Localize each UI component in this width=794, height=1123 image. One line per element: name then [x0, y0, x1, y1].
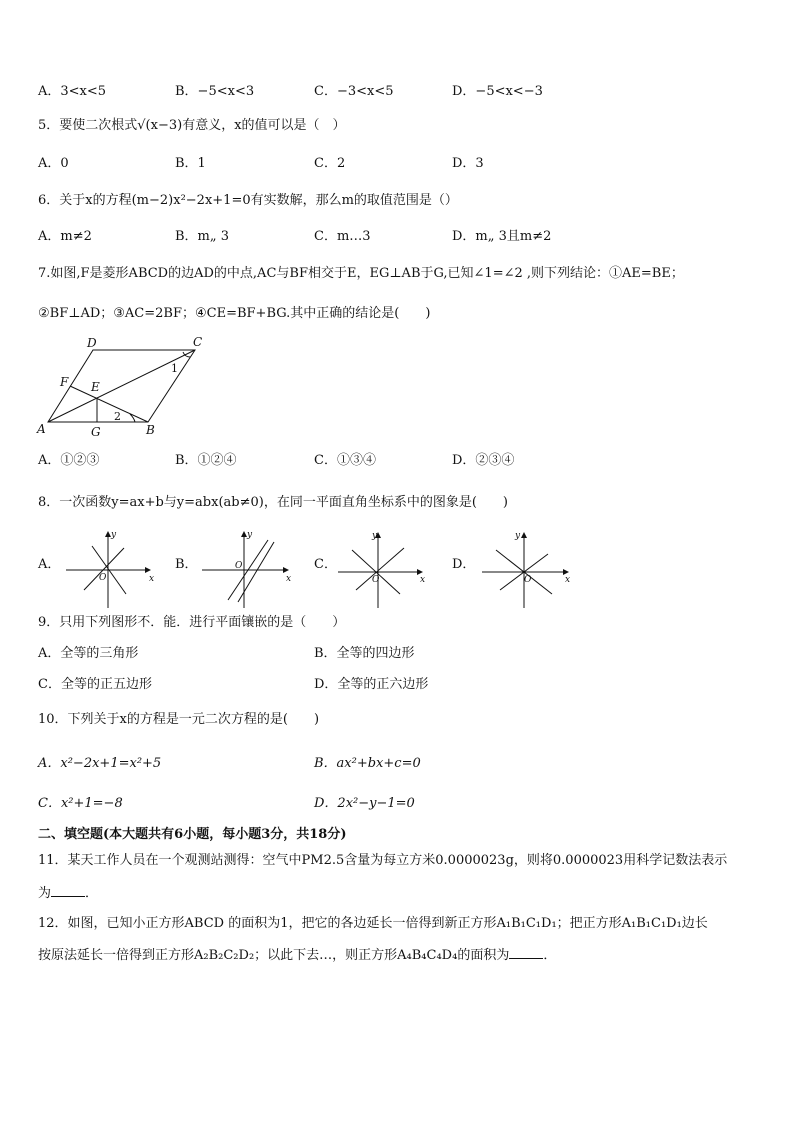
- label-a: A: [37, 422, 46, 436]
- q7-stem-line2: ②BF⊥AD；③AC=2BF；④CE=BF+BG.其中正确的结论是( ): [38, 306, 431, 321]
- q11-line2-text: 为: [38, 886, 52, 901]
- q6-option-b[interactable]: B．m„ 3: [175, 229, 230, 244]
- section-2-title: 二、填空题(本大题共有6小题，每小题3分，共18分): [38, 827, 347, 842]
- q7-option-d[interactable]: D．②③④: [452, 453, 515, 468]
- q12-line1: 12．如图，已知小正方形ABCD 的面积为1，把它的各边延长一倍得到新正方形A₁B₁C₁D₁；把正方形A₁B₁C₁D₁边长: [38, 916, 708, 931]
- q6-option-c[interactable]: C．m…3: [314, 229, 371, 244]
- q7-option-b[interactable]: B．①②④: [175, 453, 237, 468]
- q5-option-c[interactable]: C．2: [314, 156, 346, 171]
- label-d: D: [87, 336, 97, 350]
- label-g: G: [91, 425, 101, 439]
- graph-b-y-label: y: [247, 530, 253, 540]
- graph-a-y-label: y: [111, 530, 117, 540]
- graph-d-x-label: x: [565, 575, 571, 585]
- q11-line2-end: ．: [85, 886, 99, 901]
- q10-option-b[interactable]: B．ax²+bx+c=0: [314, 756, 421, 771]
- graph-c-x-label: x: [420, 575, 426, 585]
- q4-option-c[interactable]: C．−3<x<5: [314, 84, 394, 99]
- q10-option-d[interactable]: D．2x²−y−1=0: [314, 796, 415, 811]
- graph-c-y-label: y: [372, 531, 378, 541]
- q7-option-a[interactable]: A．①②③: [38, 453, 100, 468]
- q5-stem: 5．要使二次根式√(x−3)有意义，x的值可以是（ ）: [38, 118, 346, 133]
- q11-answer-blank[interactable]: [51, 884, 85, 897]
- q9-option-d[interactable]: D．全等的正六边形: [314, 677, 429, 692]
- q9-option-b[interactable]: B．全等的四边形: [314, 646, 415, 661]
- q5-option-b[interactable]: B．1: [175, 156, 206, 171]
- q5-option-a[interactable]: A．0: [38, 156, 69, 171]
- q4-option-a[interactable]: A．3<x<5: [38, 84, 107, 99]
- q4-option-d[interactable]: D．−5<x<−3: [452, 84, 543, 99]
- graph-d-origin: O: [524, 575, 532, 585]
- q8-graph-d[interactable]: [482, 533, 571, 608]
- graph-b-x-label: x: [286, 574, 292, 584]
- q12-line2: [38, 946, 556, 965]
- q8-graph-a[interactable]: [66, 532, 150, 608]
- q8-option-b[interactable]: B．: [175, 557, 198, 572]
- graph-c-origin: O: [372, 575, 380, 585]
- graph-a-origin: O: [99, 573, 107, 583]
- label-angle-2: 2: [114, 410, 121, 423]
- q9-option-a[interactable]: A．全等的三角形: [38, 646, 139, 661]
- q12-answer-blank[interactable]: [509, 946, 543, 959]
- q4-option-b[interactable]: B．−5<x<3: [175, 84, 255, 99]
- q6-option-a[interactable]: A．m≠2: [38, 229, 92, 244]
- graph-b-origin: O: [235, 561, 243, 571]
- q8-graph-c[interactable]: [338, 533, 422, 608]
- q8-stem: 8．一次函数y=ax+b与y=abx(ab≠0)，在同一平面直角坐标系中的图象是( ): [38, 495, 508, 510]
- graph-d-y-label: y: [515, 531, 521, 541]
- q11-line2: [38, 884, 98, 903]
- q8-option-c[interactable]: C．: [314, 557, 337, 572]
- q8-option-d[interactable]: D．: [452, 557, 476, 572]
- q7-stem-line1: 7.如图,F是菱形ABCD的边AD的中点,AC与BF相交于E，EG⊥AB于G,已知∠1=∠2 ,则下列结论：①AE=BE；: [38, 266, 684, 281]
- q11-line1: 11．某天工作人员在一个观测站测得：空气中PM2.5含量为每立方米0.0000023g，则将0.0000023用科学记数法表示: [38, 853, 728, 868]
- label-f: F: [60, 375, 69, 389]
- q8-option-a[interactable]: A．: [38, 557, 61, 572]
- graph-b-line-2: [238, 542, 274, 602]
- label-e: E: [91, 380, 100, 394]
- q10-option-a[interactable]: A．x²−2x+1=x²+5: [38, 756, 162, 771]
- q7-option-c[interactable]: C．①③④: [314, 453, 376, 468]
- q9-option-c[interactable]: C．全等的正五边形: [38, 677, 152, 692]
- q12-line2-end: ．: [543, 948, 557, 963]
- graph-a-x-label: x: [149, 574, 155, 584]
- q6-stem: 6．关于x的方程(m−2)x²−2x+1=0有实数解，那么m的取值范围是（）: [38, 193, 458, 208]
- label-c: C: [193, 335, 203, 349]
- q10-option-c[interactable]: C．x²+1=−8: [38, 796, 123, 811]
- graph-c-line-2: [356, 548, 404, 590]
- q12-line2-text: 按原法延长一倍得到正方形A₂B₂C₂D₂；以此下去…，则正方形A₄B₄C₄D₄的面积为: [38, 948, 510, 963]
- q6-option-d[interactable]: D．m„ 3且m≠2: [452, 229, 552, 244]
- q9-stem: 9．只用下列图形不．能．进行平面镶嵌的是（ ）: [38, 615, 346, 630]
- label-b: B: [146, 423, 155, 437]
- q10-stem: 10．下列关于x的方程是一元二次方程的是( ): [38, 712, 320, 727]
- label-angle-1: 1: [171, 362, 178, 375]
- q8-graph-b[interactable]: [202, 532, 288, 608]
- graph-a-line-2: [84, 548, 124, 590]
- q5-option-d[interactable]: D．3: [452, 156, 484, 171]
